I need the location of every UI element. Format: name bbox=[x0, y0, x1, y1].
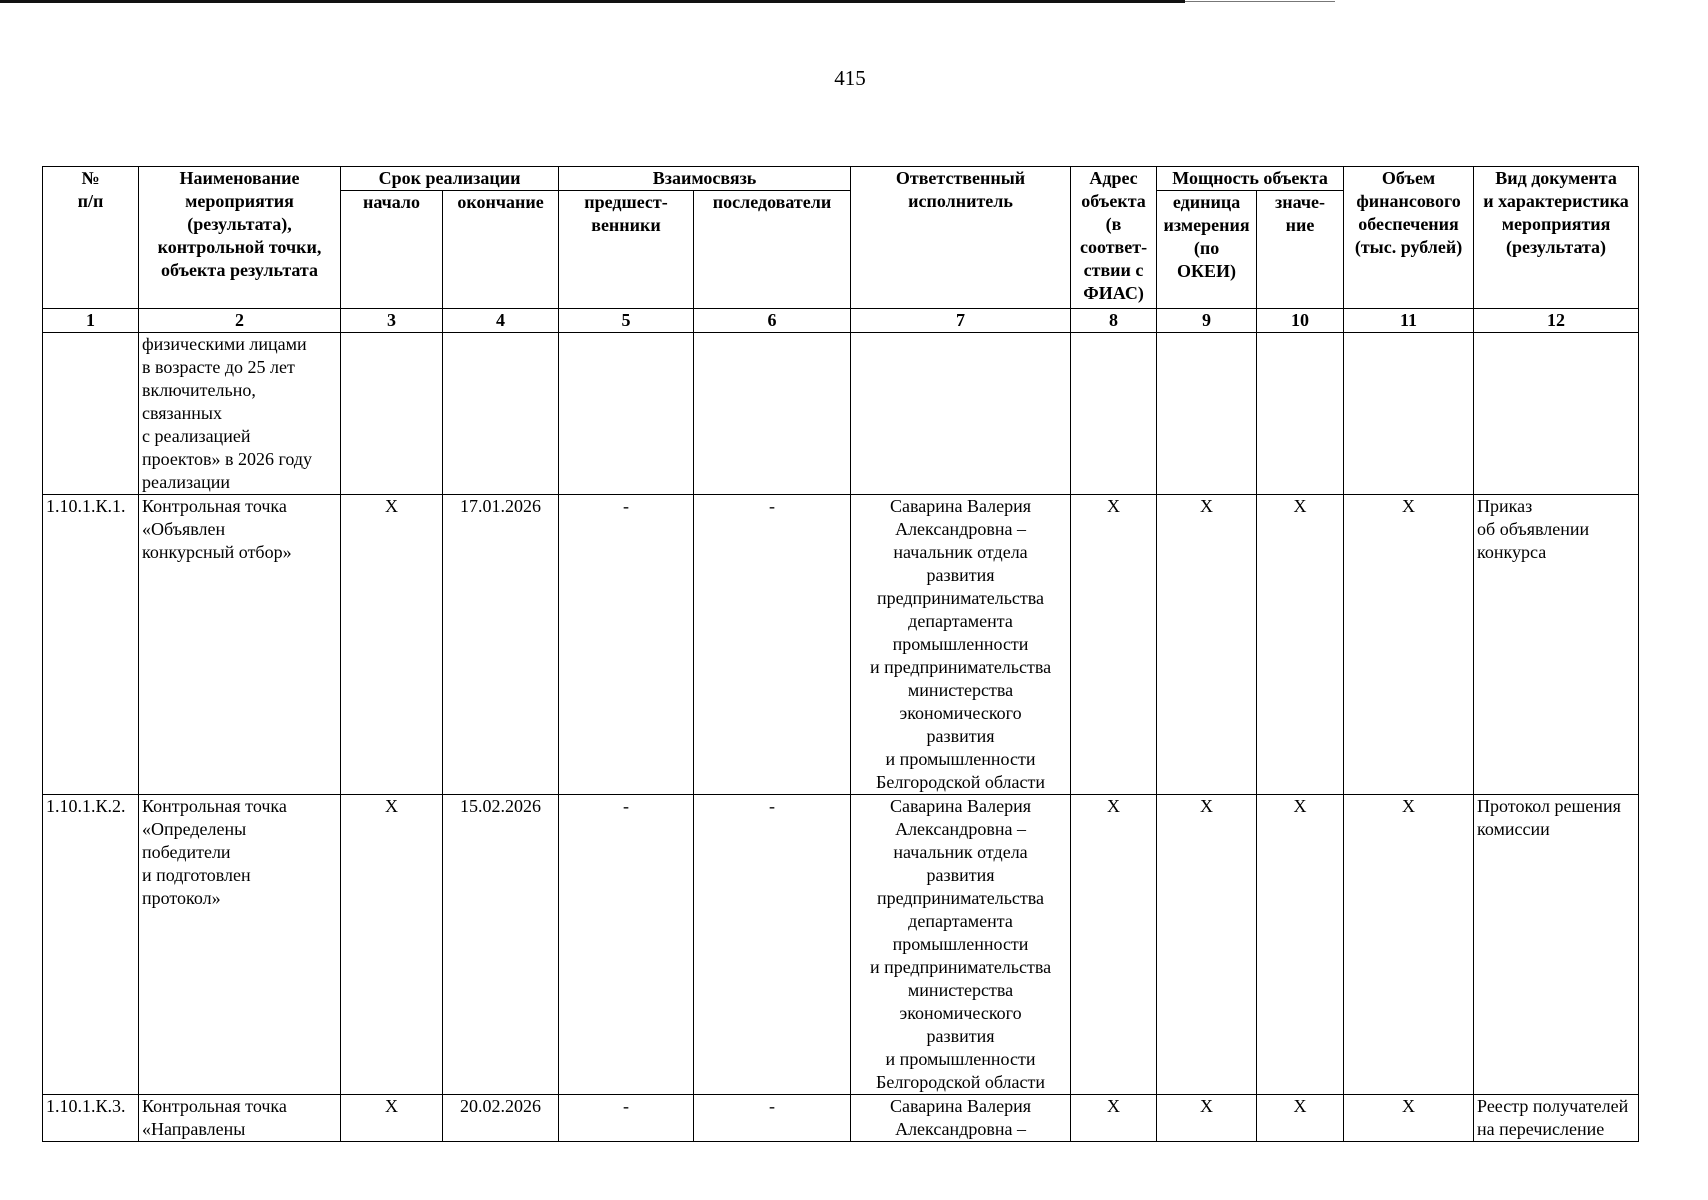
column-number: 2 bbox=[139, 309, 341, 333]
top-rule bbox=[0, 0, 1185, 3]
row-start: Х bbox=[341, 495, 443, 795]
header-successors: последователи bbox=[694, 191, 851, 309]
row-end bbox=[443, 333, 559, 495]
column-number: 3 bbox=[341, 309, 443, 333]
row-num: 1.10.1.К.3. bbox=[43, 1095, 139, 1142]
row-value: Х bbox=[1257, 495, 1344, 795]
row-unit: Х bbox=[1157, 495, 1257, 795]
header-end: окончание bbox=[443, 191, 559, 309]
row-address: Х bbox=[1071, 495, 1157, 795]
table-row bbox=[43, 1095, 1639, 1142]
row-successors bbox=[694, 333, 851, 495]
header-unit: единица измерения (по ОКЕИ) bbox=[1157, 191, 1257, 309]
row-end: 15.02.2026 bbox=[443, 795, 559, 1095]
header-predecessors: предшест- венники bbox=[559, 191, 694, 309]
row-finance: Х bbox=[1344, 495, 1474, 795]
row-doc: Реестр получателей на перечисление bbox=[1474, 1095, 1639, 1142]
row-name: физическими лицами в возрасте до 25 лет включительно, связанных с реализацией проектов» в 2026 году реализации bbox=[139, 333, 341, 495]
top-rule-right bbox=[1185, 1, 1335, 2]
row-predecessors: - bbox=[559, 795, 694, 1095]
header-num: № п/п bbox=[43, 167, 139, 309]
row-finance: Х bbox=[1344, 795, 1474, 1095]
row-predecessors: - bbox=[559, 495, 694, 795]
column-number: 12 bbox=[1474, 309, 1639, 333]
row-name: Контрольная точка «Направлены bbox=[139, 1095, 341, 1142]
column-number-row bbox=[43, 309, 1639, 333]
header-link-group: Взаимосвязь bbox=[559, 167, 851, 191]
row-num: 1.10.1.К.1. bbox=[43, 495, 139, 795]
row-predecessors: - bbox=[559, 1095, 694, 1142]
header-doc-type: Вид документа и характеристика мероприятия (результата) bbox=[1474, 167, 1639, 309]
header-deadline-group: Срок реализации bbox=[341, 167, 559, 191]
row-responsible: Саварина Валерия Александровна – начальник отдела развития предпринимательства департамента промышленности и предпринимательства министерства экономического развития и промышленности Белгородской области bbox=[851, 495, 1071, 795]
row-finance bbox=[1344, 333, 1474, 495]
header-capacity-group: Мощность объекта bbox=[1157, 167, 1344, 191]
column-number: 7 bbox=[851, 309, 1071, 333]
header-name: Наименование мероприятия (результата), контрольной точки, объекта результата bbox=[139, 167, 341, 309]
row-responsible: Саварина Валерия Александровна – начальник отдела развития предпринимательства департамента промышленности и предпринимательства министерства экономического развития и промышленности Белгородской области bbox=[851, 795, 1071, 1095]
row-address: Х bbox=[1071, 1095, 1157, 1142]
row-doc: Протокол решения комиссии bbox=[1474, 795, 1639, 1095]
page-number: 415 bbox=[834, 66, 866, 90]
row-address bbox=[1071, 333, 1157, 495]
row-address: Х bbox=[1071, 795, 1157, 1095]
column-number: 4 bbox=[443, 309, 559, 333]
row-start: Х bbox=[341, 795, 443, 1095]
row-successors: - bbox=[694, 495, 851, 795]
row-start: Х bbox=[341, 1095, 443, 1142]
header-start: начало bbox=[341, 191, 443, 309]
row-name: Контрольная точка «Определены победители и подготовлен протокол» bbox=[139, 795, 341, 1095]
row-value bbox=[1257, 333, 1344, 495]
column-number: 6 bbox=[694, 309, 851, 333]
table-row bbox=[43, 795, 1639, 1095]
row-value: Х bbox=[1257, 1095, 1344, 1142]
row-name: Контрольная точка «Объявлен конкурсный отбор» bbox=[139, 495, 341, 795]
row-end: 20.02.2026 bbox=[443, 1095, 559, 1142]
row-successors: - bbox=[694, 1095, 851, 1142]
row-successors: - bbox=[694, 795, 851, 1095]
row-unit bbox=[1157, 333, 1257, 495]
column-number: 10 bbox=[1257, 309, 1344, 333]
row-responsible: Саварина Валерия Александровна – bbox=[851, 1095, 1071, 1142]
row-finance: Х bbox=[1344, 1095, 1474, 1142]
header-address: Адрес объекта (в соответ- ствии с ФИАС) bbox=[1071, 167, 1157, 309]
column-number: 1 bbox=[43, 309, 139, 333]
row-doc bbox=[1474, 333, 1639, 495]
header-finance: Объем финансового обеспечения (тыс. рублей) bbox=[1344, 167, 1474, 309]
row-unit: Х bbox=[1157, 795, 1257, 1095]
row-num bbox=[43, 333, 139, 495]
column-number: 8 bbox=[1071, 309, 1157, 333]
column-number: 9 bbox=[1157, 309, 1257, 333]
plan-table bbox=[42, 166, 1639, 1142]
table-row bbox=[43, 495, 1639, 795]
header-responsible: Ответственный исполнитель bbox=[851, 167, 1071, 309]
row-start bbox=[341, 333, 443, 495]
header-row-top bbox=[43, 167, 1639, 191]
row-value: Х bbox=[1257, 795, 1344, 1095]
row-end: 17.01.2026 bbox=[443, 495, 559, 795]
header-value: значе- ние bbox=[1257, 191, 1344, 309]
row-num: 1.10.1.К.2. bbox=[43, 795, 139, 1095]
column-number: 5 bbox=[559, 309, 694, 333]
row-unit: Х bbox=[1157, 1095, 1257, 1142]
table-row bbox=[43, 333, 1639, 495]
row-doc: Приказ об объявлении конкурса bbox=[1474, 495, 1639, 795]
row-responsible bbox=[851, 333, 1071, 495]
column-number: 11 bbox=[1344, 309, 1474, 333]
row-predecessors bbox=[559, 333, 694, 495]
